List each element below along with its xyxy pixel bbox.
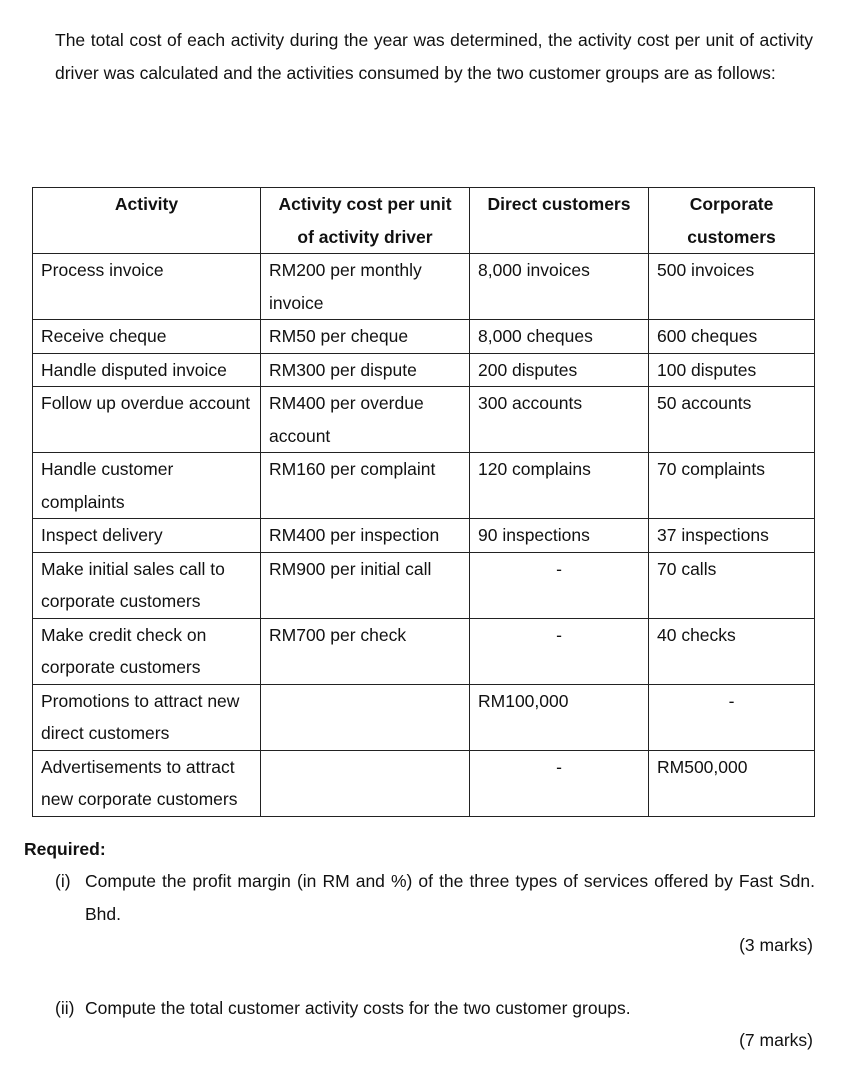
table-row xyxy=(33,618,815,684)
cell-activity: Handle disputed invoice xyxy=(33,353,261,387)
cell-cost: RM400 per inspection xyxy=(261,519,470,553)
cell-direct: 200 disputes xyxy=(470,353,649,387)
cell-direct: - xyxy=(470,618,649,684)
cell-direct: 300 accounts xyxy=(470,387,649,453)
header-cost-per-unit: Activity cost per unit of activity driver xyxy=(261,188,470,254)
cell-direct: 120 complains xyxy=(470,453,649,519)
cell-corporate: - xyxy=(649,684,815,750)
cell-cost: RM300 per dispute xyxy=(261,353,470,387)
cell-direct: - xyxy=(470,750,649,816)
table-header-row xyxy=(33,188,815,254)
cell-cost: RM400 per overdue account xyxy=(261,387,470,453)
cell-cost xyxy=(261,750,470,816)
question-2 xyxy=(55,992,815,1025)
header-activity: Activity xyxy=(33,188,261,254)
table-row xyxy=(33,320,815,354)
cell-cost: RM160 per complaint xyxy=(261,453,470,519)
header-corporate-customers: Corporate customers xyxy=(649,188,815,254)
table-row xyxy=(33,552,815,618)
intro-paragraph: The total cost of each activity during the year was determined, the activity cost per unit of activity driver was calculated and the activities consumed by the two customer groups are as follows: xyxy=(55,30,813,83)
table-row xyxy=(33,387,815,453)
cell-activity: Make initial sales call to corporate customers xyxy=(33,552,261,618)
question-2-marks: (7 marks) xyxy=(739,1030,813,1050)
table-row xyxy=(33,519,815,553)
cell-activity: Make credit check on corporate customers xyxy=(33,618,261,684)
cell-corporate: 70 complaints xyxy=(649,453,815,519)
table-row xyxy=(33,254,815,320)
cell-corporate: 100 disputes xyxy=(649,353,815,387)
header-direct-customers: Direct customers xyxy=(470,188,649,254)
question-1-number: (i) xyxy=(55,871,71,891)
table-row xyxy=(33,684,815,750)
cell-corporate: 37 inspections xyxy=(649,519,815,553)
cell-cost: RM900 per initial call xyxy=(261,552,470,618)
cell-cost xyxy=(261,684,470,750)
cell-direct: 8,000 invoices xyxy=(470,254,649,320)
question-1-text: Compute the profit margin (in RM and %) of the three types of services offered by Fast Sdn. Bhd. xyxy=(85,871,815,924)
activity-cost-table xyxy=(32,187,815,817)
table-row xyxy=(33,353,815,387)
cell-cost: RM200 per monthly invoice xyxy=(261,254,470,320)
cell-corporate: 50 accounts xyxy=(649,387,815,453)
cell-direct: 90 inspections xyxy=(470,519,649,553)
cell-activity: Follow up overdue account xyxy=(33,387,261,453)
cell-corporate: RM500,000 xyxy=(649,750,815,816)
cell-corporate: 600 cheques xyxy=(649,320,815,354)
cell-direct: 8,000 cheques xyxy=(470,320,649,354)
cell-activity: Promotions to attract new direct customers xyxy=(33,684,261,750)
cell-corporate: 40 checks xyxy=(649,618,815,684)
question-1 xyxy=(55,865,815,930)
question-2-text: Compute the total customer activity costs for the two customer groups. xyxy=(85,998,631,1018)
cell-activity: Advertisements to attract new corporate customers xyxy=(33,750,261,816)
cell-activity: Process invoice xyxy=(33,254,261,320)
cell-activity: Inspect delivery xyxy=(33,519,261,553)
cell-direct: RM100,000 xyxy=(470,684,649,750)
required-heading: Required: xyxy=(24,839,106,859)
cell-corporate: 70 calls xyxy=(649,552,815,618)
cell-activity: Handle customer complaints xyxy=(33,453,261,519)
table-row xyxy=(33,750,815,816)
cell-activity: Receive cheque xyxy=(33,320,261,354)
question-1-marks: (3 marks) xyxy=(739,935,813,955)
cell-cost: RM50 per cheque xyxy=(261,320,470,354)
cell-cost: RM700 per check xyxy=(261,618,470,684)
cell-direct: - xyxy=(470,552,649,618)
question-2-number: (ii) xyxy=(55,998,75,1018)
table-row xyxy=(33,453,815,519)
cell-corporate: 500 invoices xyxy=(649,254,815,320)
